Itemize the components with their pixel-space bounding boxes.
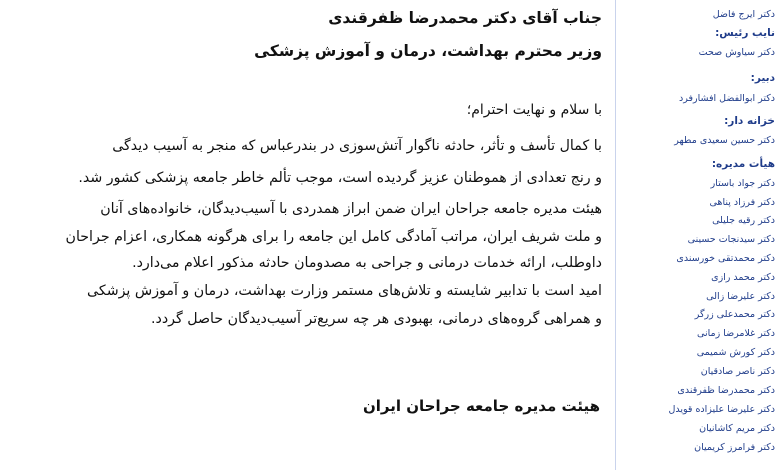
sidebar-name: دکتر مریم کاشانیان [699,423,775,434]
sidebar-name: دکتر رقیه جلیلی [712,215,775,226]
body-line-5: داوطلب، ارائه خدمات درمانی و جراحی به مصدومان حادثه مذکور اعلام می‌دارد. [132,255,602,271]
body-line-3: هیئت مدیره جامعه جراحان ایران ضمن ابراز همدردی با آسیب‌دیدگان، خانواده‌های آنان [100,201,602,217]
letter-body [40,0,610,470]
sidebar-name: دکتر غلامرضا زمانی [697,328,775,339]
addressee-name: جناب آقای دکتر محمدرضا ظفرقندی [328,9,602,27]
sidebar-name: دکتر فرزاد پناهی [709,197,775,208]
sidebar-name: دکتر کورش شمیمی [696,347,775,358]
sidebar-heading: خزانه دار: [724,115,775,127]
body-line-4: و ملت شریف ایران، مراتب آمادگی کامل این جامعه را برای هرگونه همکاری، اعزام جراحان [65,229,602,245]
sidebar-name: دکتر محمدتقی خورسندی [676,253,775,264]
body-line-7: و همراهی گروه‌های درمانی، بهبودی هر چه سریع‌تر آسیب‌دیدگان حاصل گردد. [151,311,602,327]
sidebar-name: دکتر سیاوش صحت [698,47,775,58]
board-members-sidebar [615,0,780,470]
body-line-1: با کمال تأسف و تأثر، حادثه ناگوار آتش‌سوزی در بندرعباس که منجر به آسیب دیدگی [112,138,602,154]
sidebar-name: دکتر سیدنجات حسینی [687,234,775,245]
greeting: با سلام و نهایت احترام؛ [466,102,602,118]
sidebar-name: دکتر ناصر صادقیان [700,366,775,377]
sidebar-heading: نایب رئیس: [715,27,775,39]
addressee-title: وزیر محترم بهداشت، درمان و آموزش پزشکی [254,42,602,60]
sidebar-name: دکتر محمدرضا ظفرقندی [677,385,775,396]
sidebar-name: دکتر فرامرز کریمیان [694,442,775,453]
sidebar-name: دکتر محمدعلی زرگر [694,309,775,320]
sidebar-name: دکتر محمد رازی [711,272,775,283]
body-line-2: و رنج تعدادی از هموطنان عزیز گردیده است، موجب تألم خاطر جامعه پزشکی کشور شد. [78,170,602,186]
sidebar-heading: هیأت مدیره: [711,158,775,170]
sidebar-name: دکتر جواد باستار [710,178,775,189]
sidebar-name: دکتر حسین سعیدی مطهر [674,135,775,146]
sidebar-name: دکتر علیرضا زالی [706,291,775,302]
signature: هیئت مدیره جامعه جراحان ایران [362,397,600,415]
sidebar-heading: دبیر: [750,72,775,84]
sidebar-name: دکتر ابوالفضل افشارفرد [678,93,775,104]
sidebar-name: دکتر علیرضا علیزاده قویدل [668,404,775,415]
body-line-6: امید است با تدابیر شایسته و تلاش‌های مستمر وزارت بهداشت، درمان و آموزش پزشکی [87,283,602,299]
sidebar-name: دکتر ایرج فاضل [712,9,775,20]
